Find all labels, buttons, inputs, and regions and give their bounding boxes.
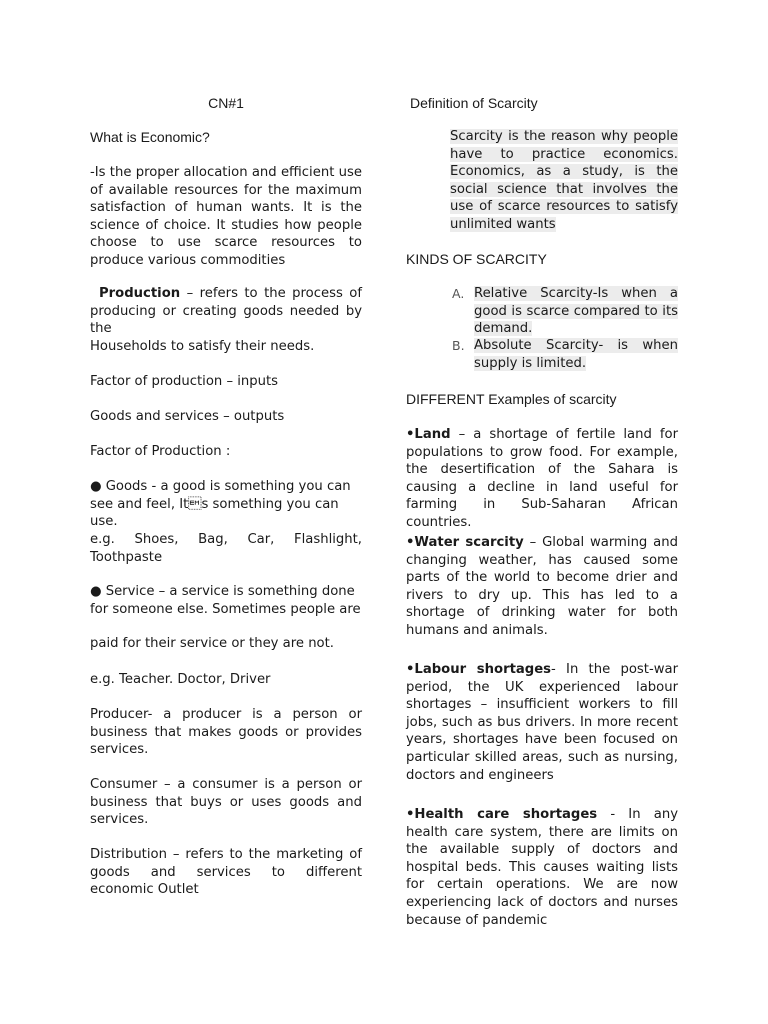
- land-text: – a shortage of fertile land for populations to grow food. For example, the desertification of the Sahara is causing a decline in land useful for farming in Sub-Saharan African countries.: [406, 427, 678, 530]
- examples-heading: DIFFERENT Examples of scarcity: [406, 391, 617, 407]
- economic-definition: -Is the proper allocation and efficient use of available resources for the maximum satisfaction of human wants. It is the science of choice. It studies how people choose to use scarce resources to produce various commodities: [90, 165, 362, 268]
- production-paragraph: [90, 285, 362, 338]
- consumer-definition: Consumer – a consumer is a person or business that buys or uses goods and services.: [90, 777, 362, 828]
- kind-text-highlight: Relative Scarcity-Is when a good is scarce compared to its demand.: [474, 286, 678, 337]
- economic-heading: What is Economic?: [90, 129, 210, 145]
- kind-item-absolute: [406, 337, 678, 372]
- goods-text: ● Goods - a good is something you can see and feel, Its something you can use.: [90, 479, 351, 530]
- distribution-definition: Distribution – refers to the marketing of goods and services to different economic Outlet: [90, 847, 362, 898]
- kind-text-highlight: Absolute Scarcity- is when supply is limited.: [474, 338, 678, 371]
- kind-text: [474, 337, 678, 372]
- kind-item-relative: [406, 285, 678, 338]
- kind-marker: B.: [452, 338, 465, 353]
- labour-text: - In the post-war period, the UK experienced labour shortages – insufficient workers to fill jobs, such as bus drivers. In more recent years, shortages have been focused on particular skilled areas, such as nursing, doctors and engineers: [406, 662, 678, 783]
- labour-term: •Labour shortages: [406, 662, 552, 677]
- producer-definition: Producer- a producer is a person or business that makes goods or provides services.: [90, 707, 362, 758]
- health-text: - In any health care system, there are limits on the available supply of doctors and hospital beds. This causes waiting lists for certain operations. We are now experiencing lack of doctors and nurses because of pandemic: [406, 807, 679, 928]
- service-example: e.g. Teacher. Doctor, Driver: [90, 672, 271, 687]
- scarcity-definition-text: Scarcity is the reason why people have to practice economics. Economics, as a study, is the social science that involves the use of scarce resources to satisfy unlimited wants: [450, 129, 678, 232]
- labour-example: [406, 661, 678, 784]
- health-term: •Health care shortages: [406, 807, 598, 822]
- health-example: [406, 806, 678, 929]
- document-title: CN#1: [208, 95, 244, 111]
- factor-heading: Factor of Production :: [90, 444, 231, 459]
- scarcity-heading: Definition of Scarcity: [410, 95, 538, 111]
- land-term: •Land: [406, 427, 451, 442]
- goods-outputs-text: Goods and services – outputs: [90, 409, 285, 424]
- land-example: [406, 426, 678, 532]
- kinds-heading: KINDS OF SCARCITY: [406, 251, 547, 267]
- production-text: – refers to the process of producing or creating goods needed by the: [90, 286, 362, 337]
- goods-example: e.g. Shoes, Bag, Car, Flashlight, Toothpaste: [90, 532, 362, 565]
- factor-inputs-text: Factor of production – inputs: [90, 374, 279, 389]
- households-text: Households to satisfy their needs.: [90, 339, 315, 354]
- kind-text: [474, 285, 678, 338]
- production-term: Production: [99, 286, 181, 301]
- service-text: ● Service – a service is something done for someone else. Sometimes people are: [90, 584, 361, 617]
- scarcity-definition: [450, 128, 678, 234]
- water-term: •Water scarcity: [406, 535, 524, 550]
- paid-text: paid for their service or they are not.: [90, 636, 334, 651]
- water-text: – Global warming and changing weather, has caused some parts of the world to become drier and rivers to dry up. This has led to a shortage of drinking water for both humans and animals.: [406, 535, 678, 638]
- kind-marker: A.: [452, 286, 465, 301]
- water-example: [406, 534, 678, 640]
